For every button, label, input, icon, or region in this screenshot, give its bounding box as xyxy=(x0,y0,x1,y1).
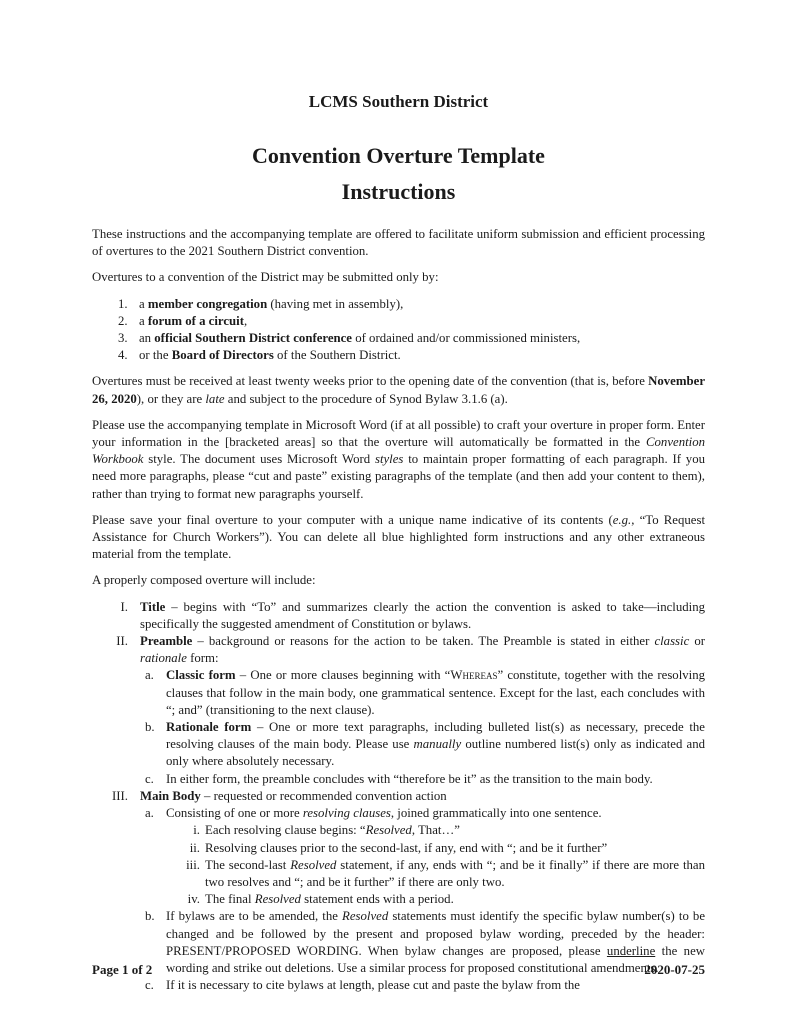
footer-date: 2020-07-25 xyxy=(644,962,705,977)
text-content: an official Southern District conference of ordained and/or commissioned ministers, xyxy=(139,331,581,346)
text-content: Rationale form – One or more text paragraphs, including bulleted list(s) as necessary, precede the resolving clauses of the main body. Please use manually outline numbered list(s) only as indicated and only where absolutely necessary. xyxy=(166,720,705,769)
document-title xyxy=(92,138,705,210)
list-item xyxy=(92,296,705,313)
text-content: These instructions and the accompanying template are offered to facilitate uniform submission and efficient processing of overtures to the 2021 Southern District convention. xyxy=(92,227,705,259)
paragraph xyxy=(92,226,705,260)
document-footer xyxy=(92,962,705,978)
document-header-title: LCMS Southern District xyxy=(308,92,489,111)
document-body xyxy=(92,226,705,994)
text-content: Classic form – One or more clauses beginning with “Whereas” constitute, together with the resolving clauses that follow in the main body, one grammatical sentence. Except for the last, each concludes with “; and” (transitioning to the next clause). xyxy=(166,668,705,717)
list-marker: iv. xyxy=(187,892,200,907)
text-content: a forum of a circuit, xyxy=(139,313,248,328)
text-content: Preamble – background or reasons for the action to be taken. The Preamble is stated in either classic or rationale form: xyxy=(140,634,705,666)
text-content: Main Body – requested or recommended convention action xyxy=(140,788,447,803)
list-marker: c. xyxy=(145,978,154,993)
list-item xyxy=(92,977,705,994)
text-content: Overtures to a convention of the District may be submitted only by: xyxy=(92,270,439,285)
text-content: a member congregation (having met in assembly), xyxy=(139,296,404,311)
list-item xyxy=(92,788,705,805)
list-item xyxy=(92,599,705,633)
list-marker: iii. xyxy=(186,857,200,872)
page-number: Page 1 of 2 xyxy=(92,962,153,977)
list-item xyxy=(92,840,705,857)
list-item xyxy=(92,313,705,330)
list-item xyxy=(92,891,705,908)
text-content: Title – begins with “To” and summarizes clearly the action the convention is asked to take—including specifically the suggested amendment of Constitution or bylaws. xyxy=(140,599,705,631)
list-item xyxy=(92,667,705,719)
text-content: The second-last Resolved statement, if any, ends with “; and be it finally” if there are more than two resolves and “; and be it further” if there are only two. xyxy=(205,857,705,889)
list-item xyxy=(92,771,705,788)
text-content: or the Board of Directors of the Southern District. xyxy=(139,348,401,363)
list-marker: II. xyxy=(116,634,128,649)
text-content: If bylaws are to be amended, the Resolved statements must identify the specific bylaw number(s) to be changed and be followed by the present and proposed bylaw wording, preceded by the header: PRESENT/PROPOSED WORDING. When bylaw changes are proposed, please underline the new wording and strike out deletions. Use a similar process for proposed constitutional amendments. xyxy=(166,909,705,975)
paragraph xyxy=(92,373,705,407)
text-content: The final Resolved statement ends with a period. xyxy=(205,892,454,907)
text-content: A properly composed overture will include: xyxy=(92,573,316,588)
text-content: Please use the accompanying template in Microsoft Word (if at all possible) to craft your overture in proper form. Enter your information in the [bracketed areas] so that the overture will automatically be formatted in the Convention Workbook style. The document uses Microsoft Word styles to maintain proper formatting of each paragraph. If you need more paragraphs, please “cut and paste” existing paragraphs of the template (and then add your content to them), rather than trying to format new paragraphs yourself. xyxy=(92,417,705,501)
paragraph xyxy=(92,572,705,589)
text-content: If it is necessary to cite bylaws at length, please cut and paste the bylaw from the xyxy=(166,978,580,993)
text-content: In either form, the preamble concludes with “therefore be it” as the transition to the main body. xyxy=(166,771,653,786)
list-marker: III. xyxy=(112,788,128,803)
list-marker: a. xyxy=(145,668,154,683)
list-marker: 2. xyxy=(118,313,128,328)
paragraph xyxy=(92,417,705,503)
list-marker: ii. xyxy=(189,840,200,855)
text-content: Each resolving clause begins: “Resolved, That…” xyxy=(205,823,460,838)
text-content: Please save your final overture to your computer with a unique name indicative of its contents (e.g., “To Request Assistance for Church Workers”). You can delete all blue highlighted form instructions and any other extraneous material from the template. xyxy=(92,512,705,562)
paragraph xyxy=(92,269,705,286)
list-item xyxy=(92,805,705,822)
list-marker: i. xyxy=(193,823,200,838)
list-item xyxy=(92,347,705,364)
list-item xyxy=(92,719,705,771)
document-title-line1: Convention Overture Template xyxy=(252,143,545,168)
text-content: Overtures must be received at least twenty weeks prior to the opening date of the convention (that is, before November 26, 2020), or they are late and subject to the procedure of Synod Bylaw 3.1.6 (a). xyxy=(92,374,705,406)
list-marker: 3. xyxy=(118,331,128,346)
list-item xyxy=(92,330,705,347)
text-content: Consisting of one or more resolving clauses, joined grammatically into one sentence. xyxy=(166,806,602,821)
list-marker: 4. xyxy=(118,348,128,363)
list-item xyxy=(92,633,705,667)
list-marker: 1. xyxy=(118,296,128,311)
list-item xyxy=(92,857,705,891)
list-marker: b. xyxy=(145,909,155,924)
list-marker: c. xyxy=(145,771,154,786)
list-item xyxy=(92,822,705,839)
list-marker: I. xyxy=(120,599,128,614)
paragraph xyxy=(92,512,705,564)
list-marker: a. xyxy=(145,806,154,821)
list-marker: b. xyxy=(145,720,155,735)
document-title-line2: Instructions xyxy=(341,179,456,204)
text-content: Resolving clauses prior to the second-last, if any, end with “; and be it further” xyxy=(205,840,608,855)
